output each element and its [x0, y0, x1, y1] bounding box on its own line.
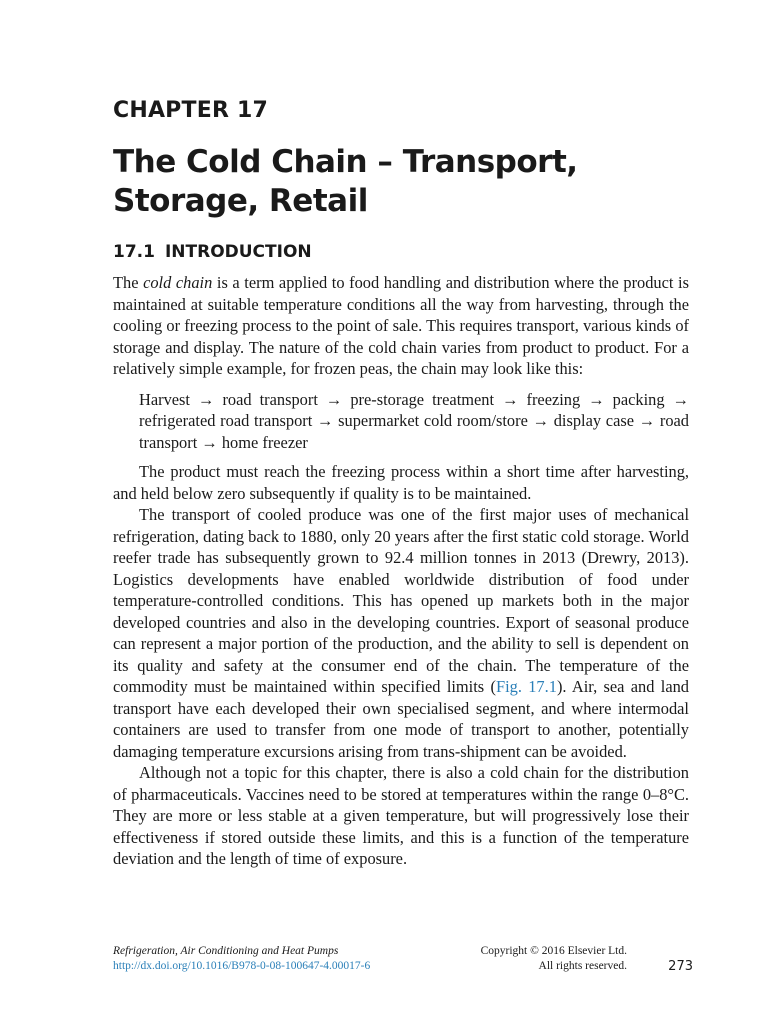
- body-text: [113, 272, 689, 870]
- chapter-title-line-2: Storage, Retail: [113, 183, 368, 219]
- rights-notice: All rights reserved.: [538, 960, 627, 972]
- paragraph-transport-text-start: The transport of cooled produce was one of the first major uses of mechanical refrigeration, dating back to 1880, only 20 years after the first static cold storage. World reefer trade has subsequently grown to 92.4 million tonnes in 2013 (Drewry, 2013). Logistics developments have enabled worldwide distribution of food under temperature-controlled conditions. This has opened up markets both in the major developed countries and also in the developing countries. Export of seasonal produce can represent a major portion of the production, and the ability to sell is dependent on its quality and safety at the consumer end of the chain. The temperature of the commodity must be maintained within specified limits (: [113, 505, 689, 696]
- section-heading: [113, 242, 312, 262]
- paragraph-pharmaceuticals: Although not a topic for this chapter, there is also a cold chain for the distribution of pharmaceuticals. Vaccines need to be stored at temperatures within the range 0–8°C. They are more or less stable at a given temperature, but will progressively lose their effectiveness if stored outside these limits, and this is a function of the temperature deviation and the length of time of exposure.: [113, 763, 689, 868]
- paragraph-intro-text-start: The: [113, 273, 144, 292]
- page-number: 273: [668, 959, 693, 974]
- chapter-title: [113, 143, 673, 221]
- paragraph-intro-text-end: is a term applied to food handling and distribution where the product is maintained at suitable temperature conditions all the way from harvesting, through the cooling or freezing process to the point of sale. This requires transport, various kinds of storage and display. The nature of the cold chain varies from product to product. For a relatively simple example, for frozen peas, the chain may look like this:: [113, 273, 689, 378]
- section-number: 17.1: [113, 242, 155, 262]
- paragraph-freezing: The product must reach the freezing process within a short time after harvesting, and held below zero subsequently if quality is to be maintained.: [113, 462, 689, 503]
- chapter-title-line-1: The Cold Chain – Transport,: [113, 144, 578, 180]
- term-cold-chain: cold chain: [143, 273, 213, 292]
- book-title: Refrigeration, Air Conditioning and Heat Pumps: [113, 945, 339, 957]
- paragraph-transport-text-end: ). Air, sea and land transport have each developed their own specialised segment, and where intermodal containers are used to transfer from one mode of transport to another, potentially damaging temperature excursions arising from trans-shipment can be avoided.: [113, 677, 689, 761]
- doi-link[interactable]: http://dx.doi.org/10.1016/B978-0-08-100647-4.00017-6: [113, 960, 371, 972]
- chapter-label: CHAPTER 17: [113, 98, 268, 123]
- page-content: [113, 0, 689, 1024]
- cold-chain-sequence: Harvest → road transport → pre-storage treatment → freezing → packing → refrigerated road transport → supermarket cold room/store → display case → road transport → home freezer: [139, 389, 689, 452]
- copyright-notice: Copyright © 2016 Elsevier Ltd.: [480, 945, 627, 957]
- section-title: INTRODUCTION: [164, 242, 312, 262]
- figure-link[interactable]: Fig. 17.1: [495, 677, 557, 696]
- paragraph-intro: [113, 272, 689, 380]
- paragraph-transport: [113, 504, 689, 762]
